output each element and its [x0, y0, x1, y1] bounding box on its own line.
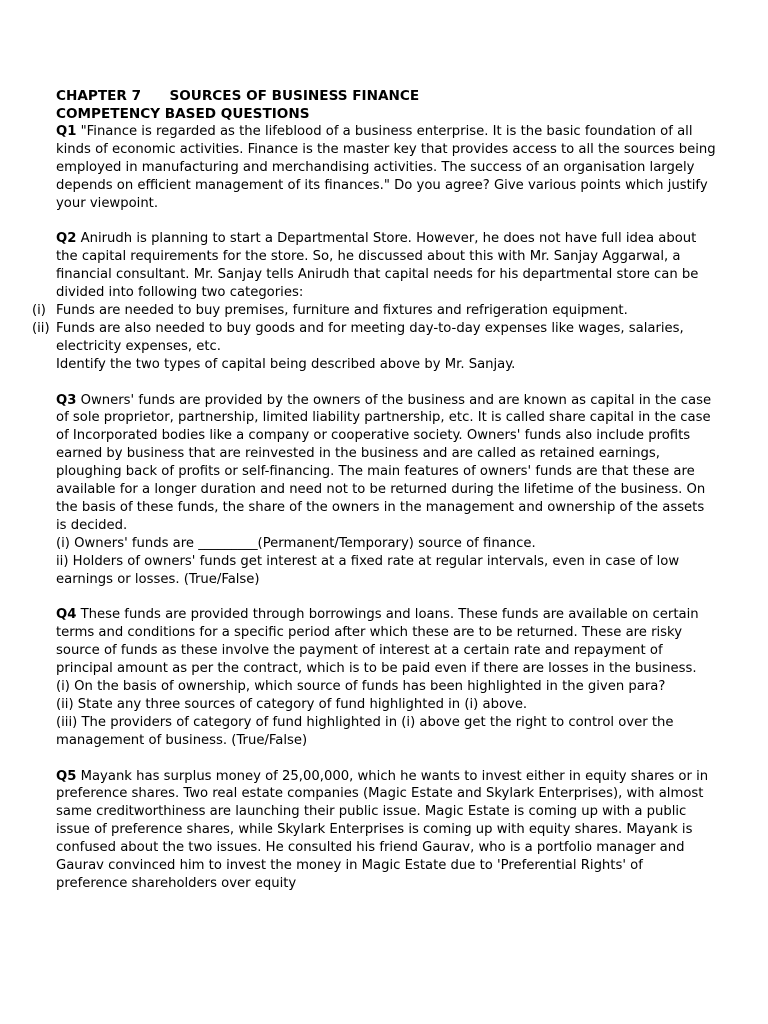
question-1 [56, 123, 716, 213]
question-3-sub-1: (i) Owners' funds are _________(Permanent/Temporary) source of finance. [56, 535, 536, 551]
question-4-sub-1: (i) On the basis of ownership, which source of funds has been highlighted in the given para? [56, 679, 666, 695]
question-4-sub-2: (ii) State any three sources of category of fund highlighted in (i) above. [56, 696, 528, 712]
question-3-number: Q3 [56, 392, 77, 408]
question-4 [56, 606, 716, 678]
question-5-number: Q5 [56, 768, 77, 784]
document-page [0, 87, 768, 893]
question-4-sub-3: (iii) The providers of category of fund highlighted in (i) above get the right to control over the management of business. (True/False) [56, 714, 674, 748]
spacer [56, 589, 716, 607]
question-2-item-2 [32, 320, 716, 356]
question-3 [56, 392, 716, 535]
question-1-text: "Finance is regarded as the lifeblood of a business enterprise. It is the basic foundation of all kinds of economic activities. Finance is the master key that provides access to all the sources being employed in manufacturing and merchandising activities. The success of an organisation largely depends on efficient management of its finances." Do you agree? Give various points which justify your viewpoint. [56, 124, 716, 211]
question-4-number: Q4 [56, 607, 77, 623]
section-heading: COMPETENCY BASED QUESTIONS [56, 106, 310, 122]
question-3-sub-2: ii) Holders of owners' funds get interest at a fixed rate at regular intervals, even in case of low earnings or losses. (True/False) [56, 553, 680, 587]
item-marker: (i) [32, 303, 46, 319]
item-text: Funds are needed to buy premises, furniture and fixtures and refrigeration equipment. [56, 303, 628, 319]
item-text: Funds are also needed to buy goods and for meeting day-to-day expenses like wages, salaries, electricity expenses, etc. [56, 320, 684, 354]
chapter-heading: CHAPTER 7 SOURCES OF BUSINESS FINANCE [56, 88, 420, 104]
question-2-number: Q2 [56, 231, 77, 247]
question-2 [56, 230, 716, 302]
question-5-text: Mayank has surplus money of 25,00,000, which he wants to invest either in equity shares or in preference shares. Two real estate companies (Magic Estate and Skylark Enterprises), with almost same creditworthiness are launching their public issue. Magic Estate is coming up with a public issue of preference shares, while Skylark Enterprises is coming up with equity shares. Mayank is confused about the two issues. He consulted his friend Gaurav, who is a portfolio manager and Gaurav convinced him to invest the money in Magic Estate due to 'Preferential Rights' of preference shareholders over equity [56, 768, 709, 891]
question-3-text: Owners' funds are provided by the owners of the business and are known as capital in the case of sole proprietor, partnership, limited liability partnership, etc. It is called share capital in the case of Incorporated bodies like a company or cooperative society. Owners' funds also include profits earned by business that are reinvested in the business and are called as retained earnings, ploughing back of profits or self-financing. The main features of owners' funds are that these are available for a longer duration and need not to be returned during the lifetime of the business. On the basis of these funds, the share of the owners in the management and ownership of the assets is decided. [56, 392, 712, 533]
question-2-item-1 [32, 302, 716, 320]
spacer [56, 750, 716, 768]
question-2-text: Anirudh is planning to start a Departmental Store. However, he does not have full idea about the capital requirements for the store. So, he discussed about this with Mr. Sanjay Aggarwal, a financial consultant. Mr. Sanjay tells Anirudh that capital needs for his departmental store can be divided into following two categories: [56, 231, 699, 301]
spacer [56, 374, 716, 392]
question-2-closing: Identify the two types of capital being described above by Mr. Sanjay. [56, 356, 516, 372]
item-marker: (ii) [32, 320, 50, 336]
document-content [32, 87, 716, 893]
spacer [56, 213, 716, 231]
question-1-number: Q1 [56, 124, 77, 139]
question-5 [56, 768, 716, 893]
question-4-text: These funds are provided through borrowings and loans. These funds are available on certain terms and conditions for a specific period after which these are to be returned. These are risky source of funds as these involve the payment of interest at a certain rate and repayment of principal amount as per the contract, which is to be paid even if there are losses in the business. [56, 607, 699, 677]
